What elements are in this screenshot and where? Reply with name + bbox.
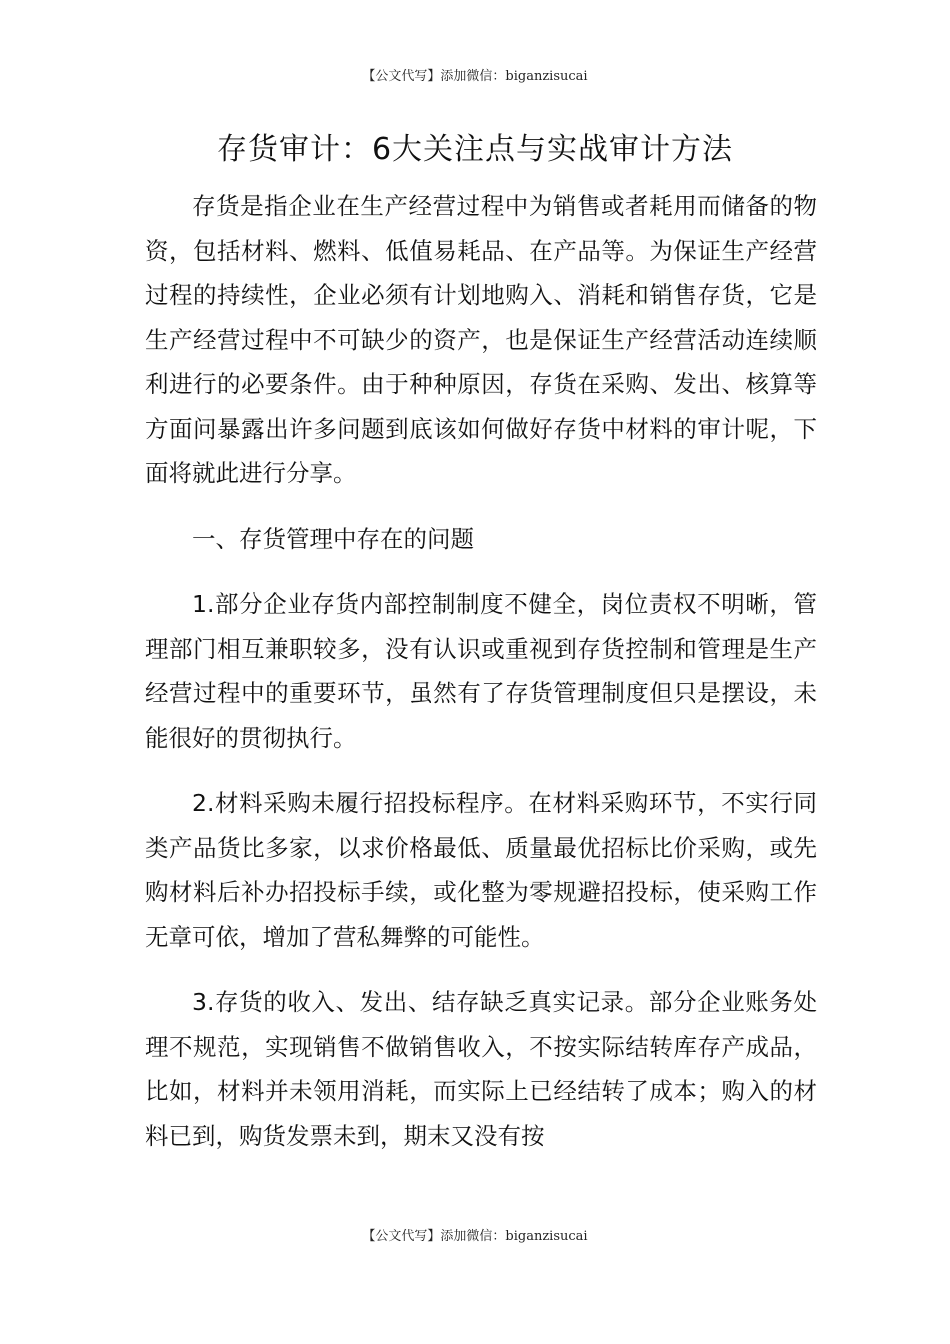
document-body (145, 184, 817, 1179)
document-title: 存货审计：6大关注点与实战审计方法 (216, 132, 734, 167)
issue-paragraph-2: 2.材料采购未履行招投标程序。在材料采购环节，不实行同类产品货比多家，以求价格最低、质量最优招标比价采购，或先购材料后补办招投标手续，或化整为零规避招投标，使采购工作无章可依，增加了营私舞弊的可能性。 (145, 789, 817, 951)
intro-paragraph: 存货是指企业在生产经营过程中为销售或者耗用而储备的物资，包括材料、燃料、低值易耗品、在产品等。为保证生产经营过程的持续性，企业必须有计划地购入、消耗和销售存货，它是生产经营过程中不可缺少的资产，也是保证生产经营活动连续顺利进行的必要条件。由于种种原因，存货在采购、发出、核算等方面问暴露出许多问题到底该如何做好存货中材料的审计呢，下面将就此进行分享。 (145, 192, 817, 487)
issue-paragraph-1: 1.部分企业存货内部控制制度不健全，岗位责权不明晰，管理部门相互兼职较多，没有认识或重视到存货控制和管理是生产经营过程中的重要环节，虽然有了存货管理制度但只是摆设，未能很好的贯彻执行。 (145, 590, 817, 752)
footer-watermark-note: 【公文代写】添加微信：biganzisucai (362, 1229, 588, 1244)
issue-paragraph-3: 3.存货的收入、发出、结存缺乏真实记录。部分企业账务处理不规范，实现销售不做销售收入，不按实际结转库存产成品，比如，材料并未领用消耗，而实际上已经结转了成本；购入的材料已到，购货发票未到，期末又没有按 (145, 988, 817, 1150)
section-heading-1: 一、存货管理中存在的问题 (192, 524, 474, 553)
header-watermark-note: 【公文代写】添加微信：biganzisucai (362, 69, 588, 84)
